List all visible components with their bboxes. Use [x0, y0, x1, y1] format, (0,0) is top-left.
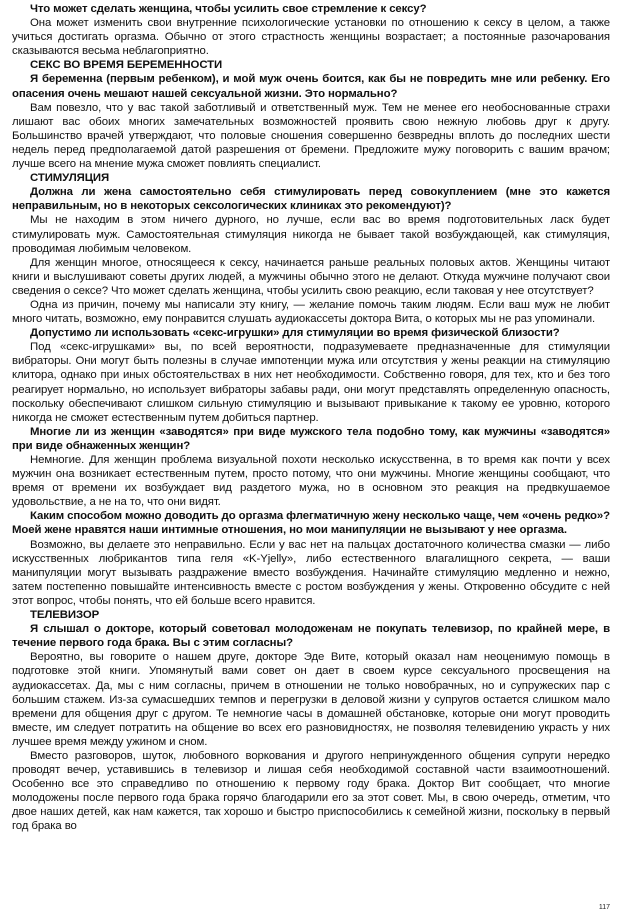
page-number: 117: [598, 904, 610, 911]
section-heading: ТЕЛЕВИЗОР: [30, 609, 100, 622]
paragraph: Вместо разговоров, шуток, любовного воркования и другого непринужденного общения супруги нередко проводят вечер, уставившись в телевизор и лишая себя необходимой составной части взаимоотношений. Особенно все это справедливо по отношению к первому году брака. Доктор Вит сообщает, что многие молодожены после первого года брака горячо благодарили его за этот совет. Мы, в свою очередь, отметим, что двое наших детей, как нам кажется, так хорошо и быстро приспособились к семейной жизни, поскольку в первый год брака во: [12, 749, 610, 833]
paragraph: Мы не находим в этом ничего дурного, но лучше, если вас во время подготовительных ласк будет стимулировать муж. Самостоятельная стимуляция никогда не бывает такой возбуждающей, как стимуляция, проводимая любимым человеком.: [12, 214, 610, 255]
paragraph: Для женщин многое, относящееся к сексу, начинается раньше реальных половых актов. Женщины читают книги и выслушивают советы других людей, а мужчины обычно этого не делают. Откуда мужчине получают свои сведения о сексе? Что может сделать женщина, чтобы усилить свою реакцию, если таковая у нее отсутствует?: [12, 256, 610, 297]
question-heading: Должна ли жена самостоятельно себя стимулировать перед совокуплением (мне это кажется неправильным, но в некоторых сексологических клиниках это рекомендуют)?: [12, 186, 610, 213]
paragraph: Она может изменить свои внутренние психологические установки по отношению к сексу в целом, а также учиться достигать оргазма. Обычно от этого страстность женщины возрастает; а постоянные разочарования сказываются весьма неблагоприятно.: [12, 17, 610, 58]
article-body: [12, 2, 610, 834]
question-heading: Каким способом можно доводить до оргазма флегматичную жену несколько чаще, чем «очень редко»? Моей жене нравятся наши интимные отношения, но мои манипуляции не вызывают у нее оргазма.: [12, 510, 610, 537]
question-heading: Допустимо ли использовать «секс-игрушки» для стимуляции во время физической близости?: [30, 327, 560, 340]
section-heading: СТИМУЛЯЦИЯ: [30, 172, 110, 185]
section-heading: СЕКС ВО ВРЕМЯ БЕРЕМЕННОСТИ: [30, 59, 223, 72]
paragraph: Вероятно, вы говорите о нашем друге, докторе Эде Вите, который оказал нам неоценимую помощь в подготовке этой книги. Упомянутый вами совет он дает в своем курсе сексуального просвещения на аудиокассетах. Да, мы с ним согласны, причем в отношении не только новобрачных, но и супружеских пар с большим стажем. Из-за сумасшедших темпов и перегрузки в деловой жизни у супругов остается слишком мало времени для общения друг с другом. Те немногие часы в домашней обстановке, которые они могут проводить вместе, им следует потратить на общение во всех его разновидностях, не позволяя телевидению украсть у них лучшее время между ужином и сном.: [12, 651, 610, 748]
question-heading: Я беременна (первым ребенком), и мой муж очень боится, как бы не повредить мне или ребенку. Его опасения очень мешают нашей сексуальной жизни. Это нормально?: [12, 73, 610, 100]
paragraph: Вам повезло, что у вас такой заботливый и ответственный муж. Тем не менее его необоснованные страхи лишают вас обоих многих замечательных возможностей проявить свою нежную любовь друг к другу. Большинство врачей утверждают, что половые сношения совершенно безвредны вплоть до последних шести недель перед предполагаемой датой разрешения от бремени. Предложите мужу поговорить с вашим врачом; лучше всего на мнение мужа сможет повлиять специалист.: [12, 101, 610, 171]
question-heading: Что может сделать женщина, чтобы усилить свое стремление к сексу?: [30, 3, 427, 15]
paragraph: Под «секс-игрушками» вы, по всей вероятности, подразумеваете предназначенные для стимуляции вибраторы. Они могут быть полезны в случае импотенции мужа или отсутствия у жены реакции на стимуляцию клитора, однако при иных обстоятельствах в них нет необходимости. Собственно говоря, для тех, кто и без того реагирует нормально, но использует вибраторы забавы ради, они могут представлять определенную опасность, поскольку обеспечивают слишком сильную стимуляцию и вызывают привыкание к такому ее уровню, которого никогда не сможет естественным путем добиться партнер.: [12, 341, 610, 424]
paragraph: Одна из причин, почему мы написали эту книгу, — желание помочь таким людям. Если ваш муж не любит много читать, возможно, ему понравится слушать аудиокассеты доктора Вита, о которых мы не раз упоминали.: [12, 298, 610, 326]
paragraph: Немногие. Для женщин проблема визуальной похоти несколько искусственна, в то время как почти у всех мужчин она возникает естественным путем, просто потому, что они мужчины. Многие женщины сообщают, что время от времени их возбуждает вид раздетого мужа, но в основном это реакция на предвкушаемое удовольствие, а не на то, что они видят.: [12, 454, 610, 509]
paragraph: Возможно, вы делаете это неправильно. Если у вас нет на пальцах достаточного количества смазки — либо искусственных любрикантов типа геля «K-Yjelly», либо естественного влагалищного секрета, — ваши манипуляции могут вызывать раздражение вместо возбуждения. Начинайте стимуляцию медленно и нежно, затем постепенно повышайте интенсивность вместе с ростом возбуждения у жены. Откровенно обсудите с ней этот вопрос, чтобы понять, что ей больше всего нравится.: [12, 538, 610, 607]
question-heading: Я слышал о докторе, который советовал молодоженам не покупать телевизор, по крайней мере, в течение первого года брака. Вы с этим согласны?: [12, 623, 610, 650]
question-heading: Многие ли из женщин «заводятся» при виде мужского тела подобно тому, как мужчины «заводятся» при виде обнаженных женщин?: [12, 425, 610, 452]
